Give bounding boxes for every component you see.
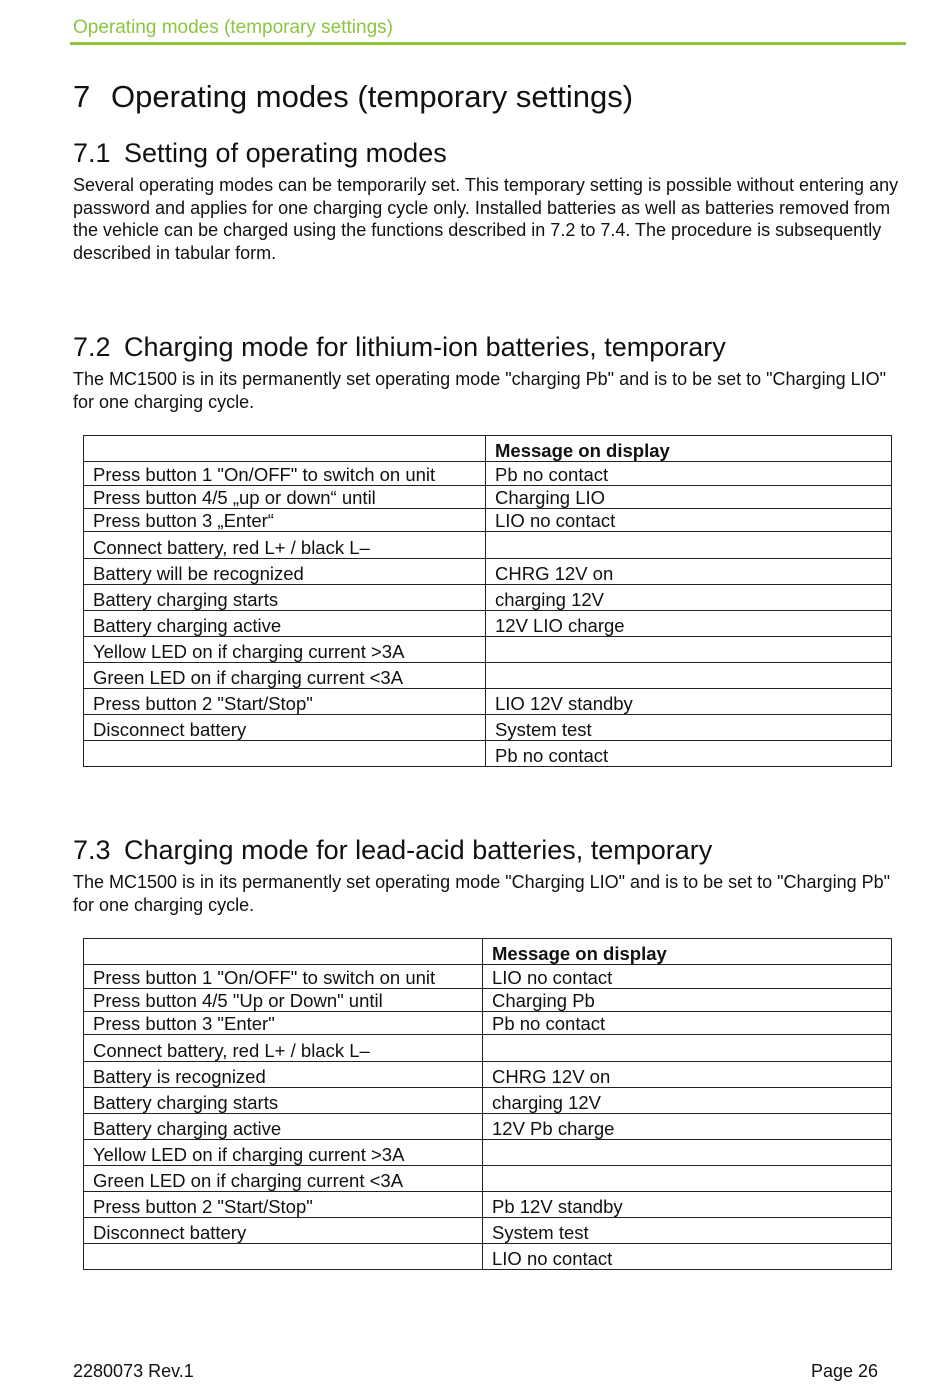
table-row <box>84 462 892 486</box>
table-cell-step: Battery will be recognized <box>84 559 486 585</box>
table-cell-step: Battery charging starts <box>84 1088 483 1114</box>
table-cell-message: LIO no contact <box>486 509 892 532</box>
table-cell-step: Press button 4/5 „up or down“ until <box>84 486 486 509</box>
table-cell-step: Press button 3 "Enter" <box>84 1012 483 1035</box>
table-cell-step: Battery charging starts <box>84 585 486 611</box>
table-cell-message: CHRG 12V on <box>483 1062 892 1088</box>
table-row <box>84 1166 892 1192</box>
running-header: Operating modes (temporary settings) <box>73 17 393 38</box>
table-cell-step: Press button 3 „Enter“ <box>84 509 486 532</box>
table-cell-message: Pb 12V standby <box>483 1192 892 1218</box>
table-cell-message: CHRG 12V on <box>486 559 892 585</box>
section-7-2-body: The MC1500 is in its permanently set operating mode "charging Pb" and is to be set to "Charging LIO" for one charging cycle. <box>73 369 886 412</box>
table-cell-step: Connect battery, red L+ / black L– <box>84 532 486 559</box>
table-cell-message: LIO no contact <box>483 965 892 989</box>
table-cell-step: Disconnect battery <box>84 715 486 741</box>
table-row <box>84 532 892 559</box>
table-cell-message: Pb no contact <box>486 462 892 486</box>
table-cell-step: Green LED on if charging current <3A <box>84 1166 483 1192</box>
table-cell-step: Press button 2 "Start/Stop" <box>84 1192 483 1218</box>
table-cell-step: Yellow LED on if charging current >3A <box>84 637 486 663</box>
section-7-2-number: 7.2 <box>73 332 111 362</box>
section-7-2-title: Charging mode for lithium-ion batteries, temporary <box>124 332 726 362</box>
section-7-1-heading <box>73 137 447 169</box>
section-7-3-heading <box>73 834 712 866</box>
section-7-1-title: Setting of operating modes <box>124 138 447 168</box>
table-cell-step: Press button 4/5 "Up or Down" until <box>84 989 483 1012</box>
table-cell-message <box>486 663 892 689</box>
table-row <box>84 559 892 585</box>
table-row <box>84 1062 892 1088</box>
table-row <box>84 741 892 767</box>
chapter-number: 7 <box>73 79 91 114</box>
table-row <box>84 611 892 637</box>
table-row <box>84 989 892 1012</box>
table-row <box>84 1114 892 1140</box>
table-row <box>84 1012 892 1035</box>
table-row <box>84 1192 892 1218</box>
table-row <box>84 509 892 532</box>
table-header-cell: Message on display <box>483 939 892 965</box>
table-cell-step <box>84 741 486 767</box>
table-row <box>84 1244 892 1270</box>
table-row <box>84 715 892 741</box>
section-7-1-body: Several operating modes can be temporarily set. This temporary setting is possible without entering any password and applies for one charging cycle only. Installed batteries as well as batteries removed from the vehicle can be charged using the functions described in 7.2 to 7.4. The procedure is subsequently described in tabular form. <box>73 175 899 263</box>
footer-doc-id: 2280073 Rev.1 <box>73 1361 194 1381</box>
table-cell-step <box>84 1244 483 1270</box>
table-cell-message <box>486 532 892 559</box>
table-row <box>84 689 892 715</box>
table-row <box>84 585 892 611</box>
table-cell-step: Disconnect battery <box>84 1218 483 1244</box>
table-cell-message: Charging LIO <box>486 486 892 509</box>
table-cell-step: Green LED on if charging current <3A <box>84 663 486 689</box>
table-cell-step: Press button 2 "Start/Stop" <box>84 689 486 715</box>
table-cell-step: Press button 1 "On/OFF" to switch on unit <box>84 965 483 989</box>
table-cell-message: 12V LIO charge <box>486 611 892 637</box>
header-rule <box>70 42 906 45</box>
section-7-2-heading <box>73 331 726 363</box>
table-cell-step: Press button 1 "On/OFF" to switch on unit <box>84 462 486 486</box>
table-row <box>84 1218 892 1244</box>
table-header-cell: Message on display <box>486 436 892 462</box>
section-7-3-number: 7.3 <box>73 835 111 865</box>
table-cell-step: Battery charging active <box>84 1114 483 1140</box>
table-cell-message: charging 12V <box>486 585 892 611</box>
table-header-row <box>84 939 892 965</box>
table-row <box>84 965 892 989</box>
table-cell-message: Pb no contact <box>483 1012 892 1035</box>
chapter-title: Operating modes (temporary settings) <box>111 79 634 114</box>
table-cell-step: Connect battery, red L+ / black L– <box>84 1035 483 1062</box>
table-row <box>84 1035 892 1062</box>
table-row <box>84 637 892 663</box>
table-row <box>84 1088 892 1114</box>
chapter-heading <box>73 78 633 116</box>
table-cell-message: System test <box>486 715 892 741</box>
section-7-2-table <box>83 435 892 767</box>
table-header-cell <box>84 436 486 462</box>
footer-page-number: Page 26 <box>810 1361 878 1381</box>
table-cell-step: Yellow LED on if charging current >3A <box>84 1140 483 1166</box>
table-cell-message <box>483 1166 892 1192</box>
table-row <box>84 486 892 509</box>
table-cell-step: Battery charging active <box>84 611 486 637</box>
section-7-3-body: The MC1500 is in its permanently set operating mode "Charging LIO" and is to be set to "Charging Pb" for one charging cycle. <box>73 872 890 915</box>
table-cell-message: 12V Pb charge <box>483 1114 892 1140</box>
table-cell-message: charging 12V <box>483 1088 892 1114</box>
table-header-cell <box>84 939 483 965</box>
table-row <box>84 663 892 689</box>
table-cell-message: Charging Pb <box>483 989 892 1012</box>
table-cell-message: LIO no contact <box>483 1244 892 1270</box>
table-cell-message <box>486 637 892 663</box>
table-cell-message: System test <box>483 1218 892 1244</box>
table-cell-message <box>483 1035 892 1062</box>
table-cell-message: Pb no contact <box>486 741 892 767</box>
table-cell-message: LIO 12V standby <box>486 689 892 715</box>
table-header-row <box>84 436 892 462</box>
table-cell-message <box>483 1140 892 1166</box>
table-row <box>84 1140 892 1166</box>
section-7-1-number: 7.1 <box>73 138 111 168</box>
section-7-3-table <box>83 938 892 1270</box>
table-cell-step: Battery is recognized <box>84 1062 483 1088</box>
section-7-3-title: Charging mode for lead-acid batteries, temporary <box>124 835 713 865</box>
